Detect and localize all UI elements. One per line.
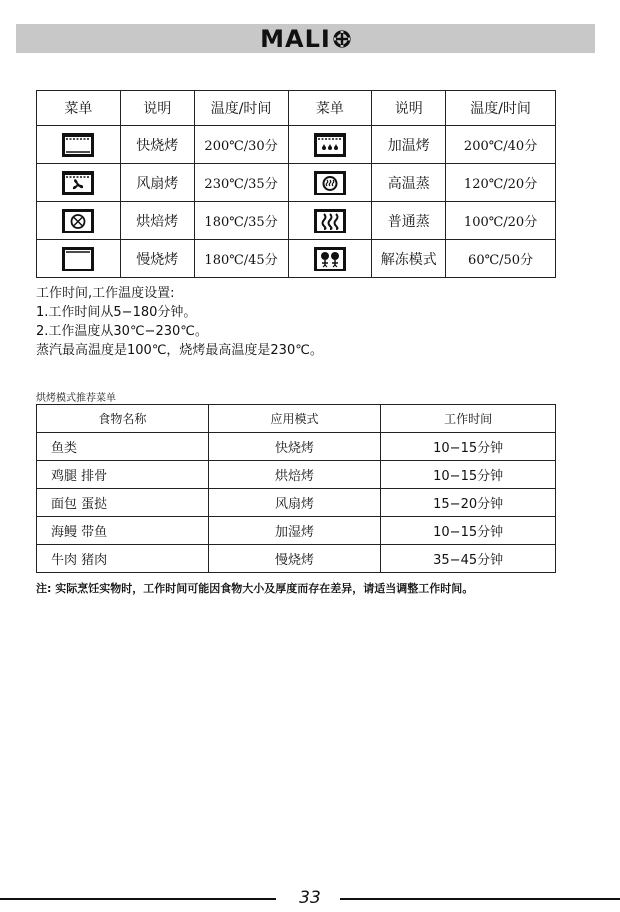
top-bottom-heat-icon [61, 132, 95, 158]
header-bar [16, 24, 595, 53]
brand-logo [260, 25, 351, 53]
food-time: 35−45分钟 [381, 545, 556, 573]
slow-bake-icon [61, 246, 95, 272]
food-name: 鱼类 [37, 433, 209, 461]
header-menu: 菜单 [288, 91, 372, 126]
header-time: 工作时间 [381, 405, 556, 433]
food-time: 10−15分钟 [381, 517, 556, 545]
table-row [37, 202, 556, 240]
food-name: 面包 蛋挞 [37, 489, 209, 517]
food-name: 鸡腿 排骨 [37, 461, 209, 489]
fan-heat-icon [61, 170, 95, 196]
mode-temp: 60℃/50分 [446, 240, 556, 278]
food-name: 牛肉 猪肉 [37, 545, 209, 573]
mode-desc: 慢烧烤 [120, 240, 194, 278]
mode-temp: 180℃/35分 [194, 202, 288, 240]
mode-desc: 烘焙烤 [120, 202, 194, 240]
footer-divider-left [0, 898, 276, 900]
food-mode: 加湿烤 [208, 517, 381, 545]
header-mode: 应用模式 [208, 405, 381, 433]
mode-desc: 加温烤 [372, 126, 446, 164]
food-time: 10−15分钟 [381, 461, 556, 489]
header-menu: 菜单 [37, 91, 121, 126]
food-name: 海鳗 带鱼 [37, 517, 209, 545]
page-number: 33 [299, 888, 321, 908]
header-desc: 说明 [372, 91, 446, 126]
food-mode: 慢烧烤 [208, 545, 381, 573]
recipes-title: 烘烤模式推荐菜单 [36, 393, 116, 404]
mode-temp: 180℃/45分 [194, 240, 288, 278]
mode-temp: 230℃/35分 [194, 164, 288, 202]
modes-table [36, 90, 556, 278]
humid-heat-icon [313, 132, 347, 158]
food-mode: 快烧烤 [208, 433, 381, 461]
header-temp-time: 温度/时间 [446, 91, 556, 126]
brand-name: MALI [260, 24, 331, 53]
table-row [37, 461, 556, 489]
notes-heading: 工作时间,工作温度设置: [36, 286, 175, 301]
note-line: 蒸汽最高温度是100℃，烧烤最高温度是230℃。 [36, 343, 323, 358]
header-food: 食物名称 [37, 405, 209, 433]
mode-desc: 解冻模式 [372, 240, 446, 278]
mode-temp: 200℃/30分 [194, 126, 288, 164]
food-mode: 烘焙烤 [208, 461, 381, 489]
modes-header-row [37, 91, 556, 126]
note-line: 1.工作时间从5−180分钟。 [36, 305, 197, 320]
food-mode: 风扇烤 [208, 489, 381, 517]
food-time: 10−15分钟 [381, 433, 556, 461]
mode-desc: 高温蒸 [372, 164, 446, 202]
settings-notes [36, 284, 323, 360]
fan-bake-icon [61, 208, 95, 234]
defrost-icon [313, 246, 347, 272]
table-row [37, 517, 556, 545]
table-row [37, 240, 556, 278]
mode-desc: 快烧烤 [120, 126, 194, 164]
table-row [37, 164, 556, 202]
note-line: 2.工作温度从30℃−230℃。 [36, 324, 208, 339]
mode-desc: 普通蒸 [372, 202, 446, 240]
table-row [37, 545, 556, 573]
table-row [37, 126, 556, 164]
mode-temp: 200℃/40分 [446, 126, 556, 164]
table-row [37, 433, 556, 461]
food-time: 15−20分钟 [381, 489, 556, 517]
mode-desc: 风扇烤 [120, 164, 194, 202]
header-temp-time: 温度/时间 [194, 91, 288, 126]
mode-temp: 120℃/20分 [446, 164, 556, 202]
recipes-table [36, 404, 556, 573]
steam-icon [313, 208, 347, 234]
brand-o-icon [333, 30, 351, 48]
mode-temp: 100℃/20分 [446, 202, 556, 240]
table-row [37, 489, 556, 517]
high-steam-icon [313, 170, 347, 196]
header-desc: 说明 [120, 91, 194, 126]
footnote: 注: 实际烹饪实物时，工作时间可能因食物大小及厚度而存在差异，请适当调整工作时间。 [36, 582, 474, 595]
footer-divider-right [340, 898, 620, 900]
recipes-header-row [37, 405, 556, 433]
